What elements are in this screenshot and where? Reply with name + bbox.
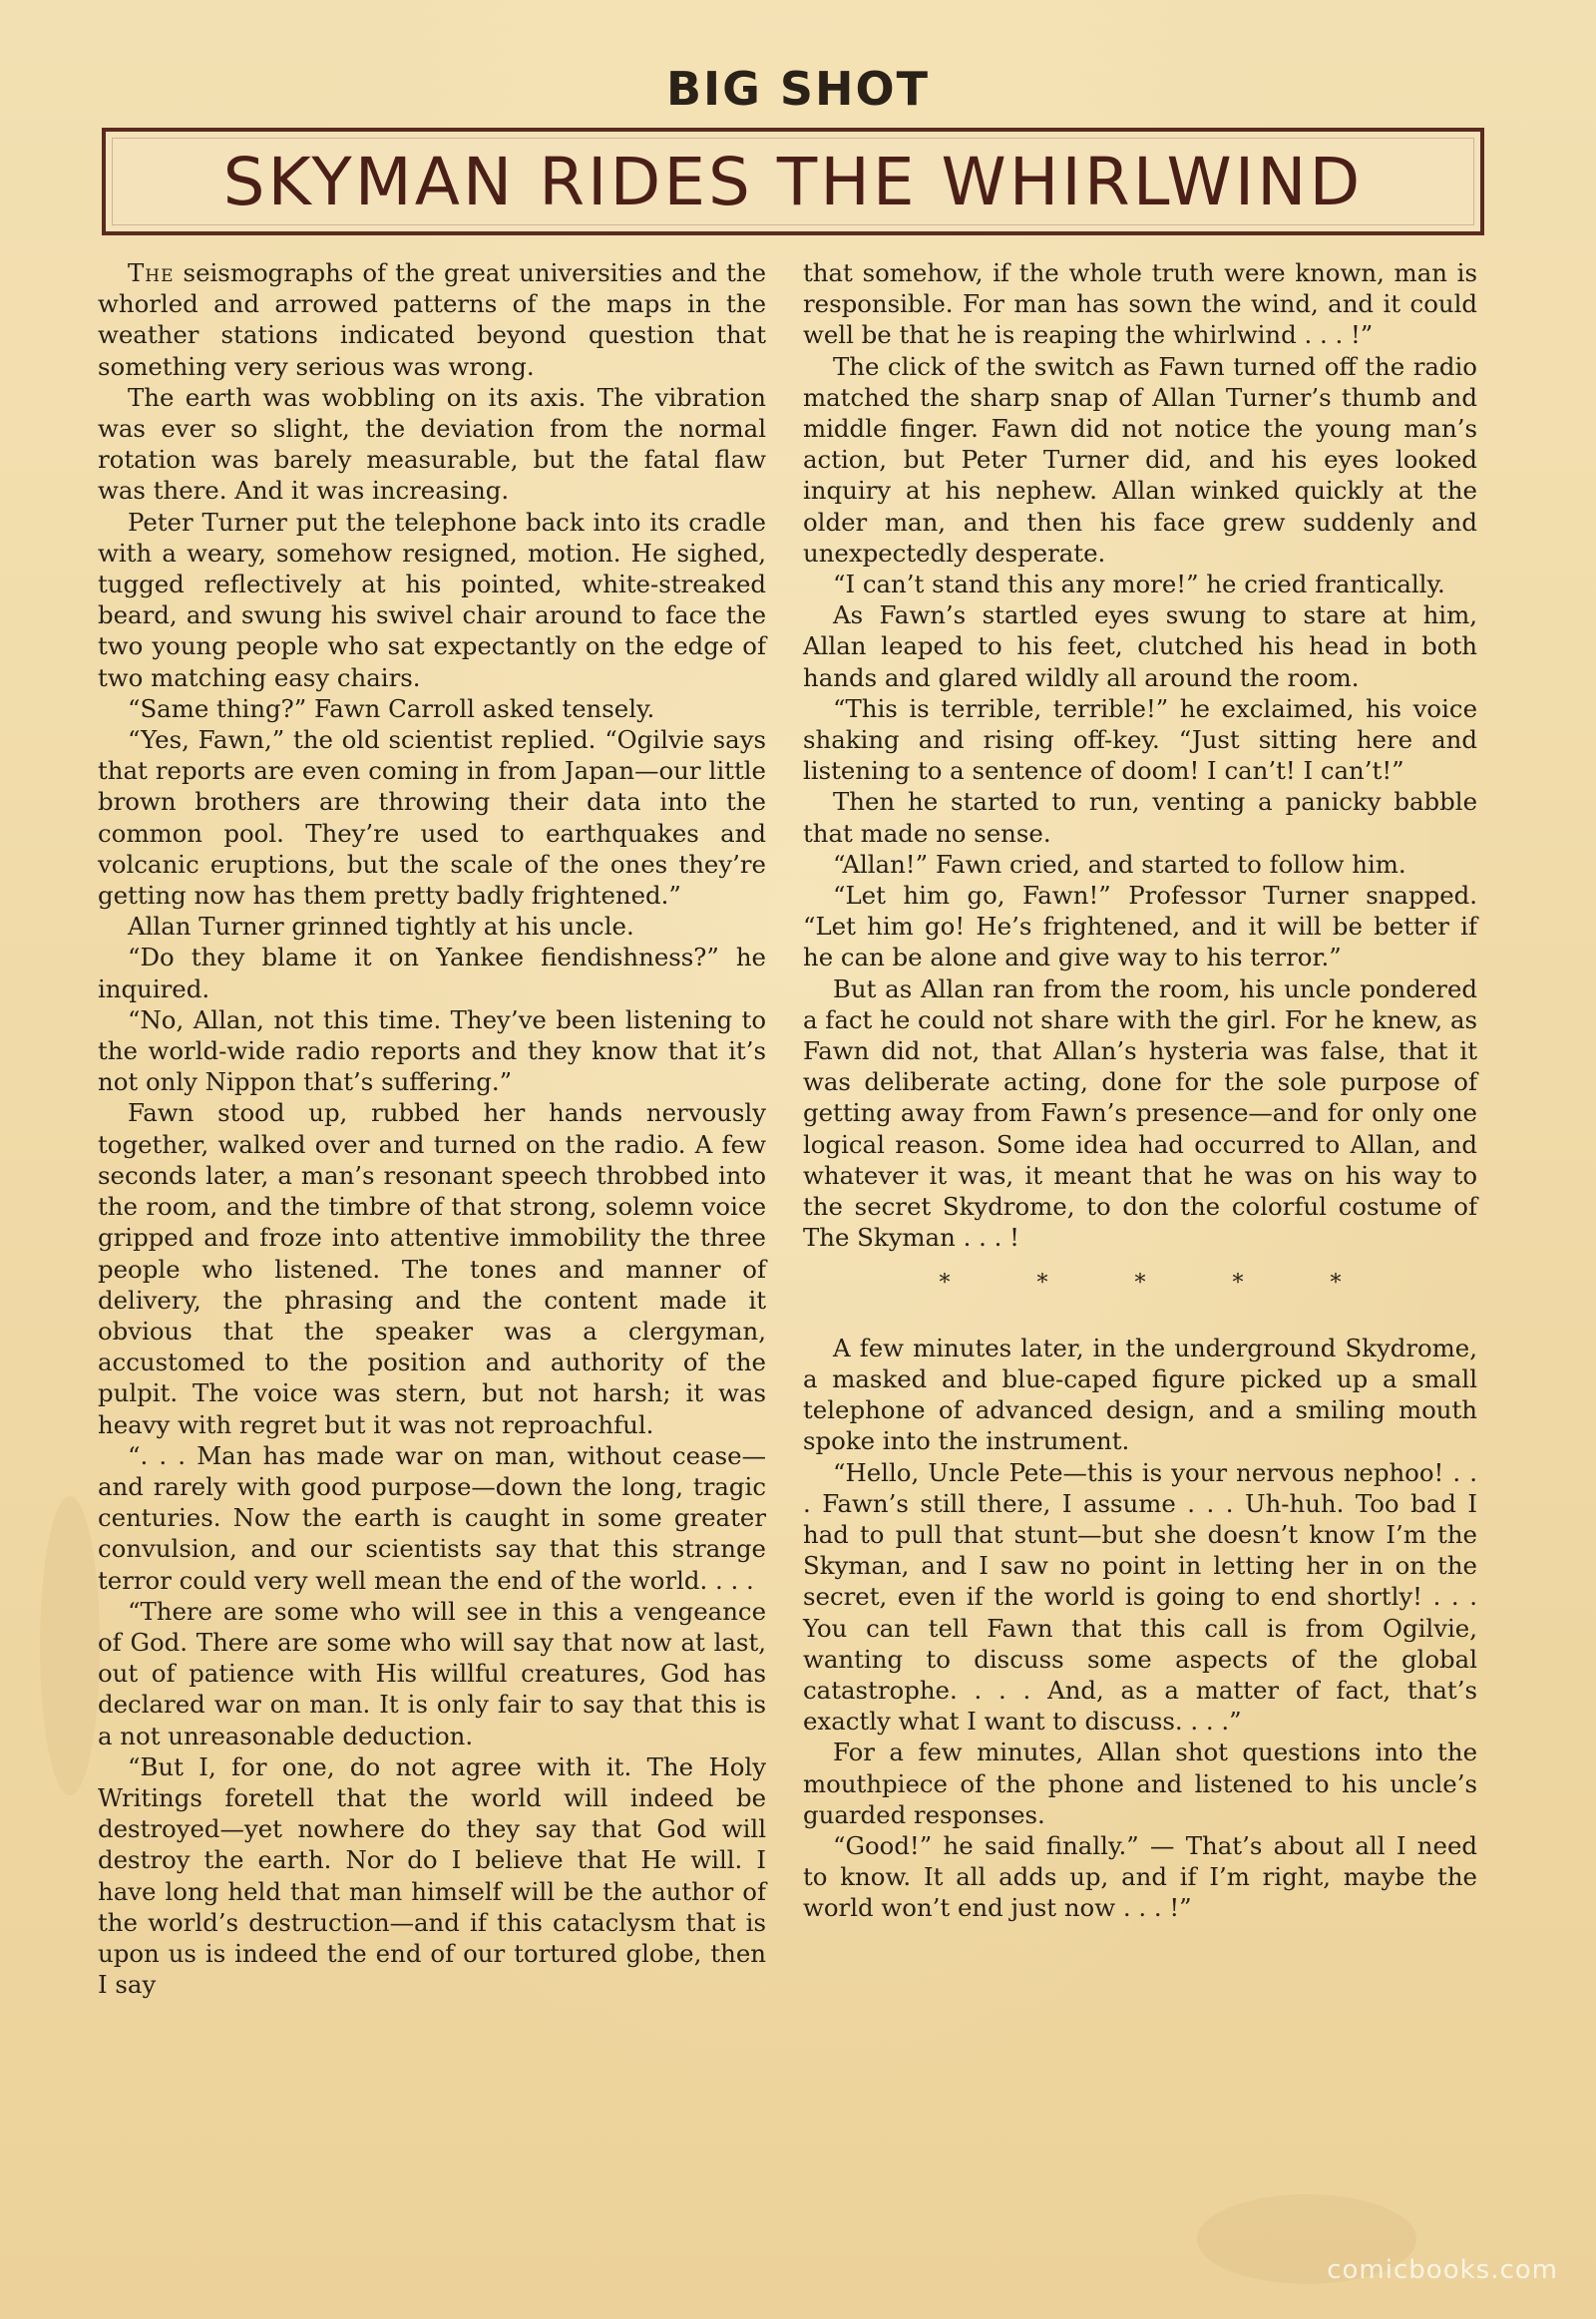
story-title: SKYMAN RIDES THE WHIRLWIND [222,143,1364,220]
watermark: comicbooks.com [1327,2255,1558,2285]
paragraph-text: “Yes, Fawn,” the old scientist replied. “Ogilvie says that reports are even coming in from Japan—our little brown brothers are throwing their data into the common pool. They’re used to earthquakes and volcanic eruptions, but the scale of the ones they’re getting now has them pretty badly frightened.” [98,725,766,911]
paragraph [98,1097,766,1439]
paragraph-text: “I can’t stand this any more!” he cried frantically. [833,570,1445,599]
paragraph-text: But as Allan ran from the room, his uncle pondered a fact he could not share with the girl. For he knew, as Fawn did not, that Allan’s hysteria was false, that it was deliberate acting, done for the sole purpose of getting away from Fawn’s presence—and for only one logical reason. Some idea had occurred to Allan, and whatever it was, it meant that he was on his way to the secret Skydrome, to don the colorful costume of The Skyman . . . ! [803,973,1477,1253]
right-column-part-two [803,1333,1477,1924]
paragraph [803,1333,1477,1457]
paragraph-text: “Let him go, Fawn!” Professor Turner snapped. “Let him go! He’s frightened, and it will be better if he can be alone and give way to his terror.” [803,881,1477,972]
paragraph-text: seismographs of the great universities and the whorled and arrowed patterns of the maps in the weather stations indicated beyond question that something very serious was wrong. [98,258,766,381]
paragraph [98,1751,766,2001]
paragraph [98,1440,766,1596]
paragraph-text: As Fawn’s startled eyes swung to stare at him, Allan leaped to his feet, clutched his head in both hands and glared wildly all around the room. [803,600,1477,692]
paragraph-text: “There are some who will see in this a vengeance of God. There are some who will say that now at last, out of patience with His willful creatures, God has declared war on man. It is only fair to say that this is a not unreasonable deduction. [98,1596,766,1750]
paragraph [98,1004,766,1098]
paragraph-text: “. . . Man has made war on man, without cease—and rarely with good purpose—down the long, tragic centuries. Now the earth is caught in some greater convulsion, and our scientists say that this strange terror could very well mean the end of the world. . . . [98,1440,766,1595]
paragraph-text: “No, Allan, not this time. They’ve been listening to the world-wide radio reports and they know that it’s not only Nippon that’s suffering.” [98,1004,766,1097]
paragraph [803,693,1477,787]
paragraph [98,257,766,382]
paragraph-text: that somehow, if the whole truth were known, man is responsible. For man has sown the wind, and it could well be that he is reaping the whirlwind . . . !” [803,258,1477,350]
paragraph-text: “But I, for one, do not agree with it. The Holy Writings foretell that the world will indeed be destroyed—yet nowhere do they say that God will destroy the earth. Nor do I believe that He will. I have long held that man himself will be the author of the world’s destruction—and if this cataclysm that is upon us is indeed the end of our tortured globe, then I say [98,1751,766,2000]
paragraph [98,911,766,942]
paragraph [803,351,1477,569]
paragraph-text: Peter Turner put the telephone back into its cradle with a weary, somehow resigned, motion. He sighed, tugged reflectively at his pointed, white-streaked beard, and swung his swivel chair around to face the two young people who sat expectantly on the edge of two matching easy chairs. [98,507,766,692]
paper-stain [40,1496,100,1795]
paragraph-text: For a few minutes, Allan shot questions into the mouthpiece of the phone and listened to his uncle’s guarded responses. [803,1738,1477,1829]
paragraph-text: “Do they blame it on Yankee fiendishness?” he inquired. [98,943,766,1003]
paragraph-text: “Allan!” Fawn cried, and started to follow him. [833,849,1406,879]
paragraph [98,724,766,911]
paragraph-text: Then he started to run, venting a panicky babble that made no sense. [803,787,1477,848]
paragraph-text: “Good!” he said finally.” — That’s about all I need to know. It all adds up, and if I’m right, maybe the world won’t end just now . . . !” [803,1830,1477,1923]
masthead: BIG SHOT [665,62,931,116]
paragraph-text: Fawn stood up, rubbed her hands nervously together, walked over and turned on the radio. A few seconds later, a man’s resonant speech throbbed into the room, and the timbre of that strong, solemn voice gripped and froze into attentive immobility the three people who listened. The tones and manner of delivery, the phrasing and the content made it obvious that the speaker was a clergyman, accustomed to the position and authority of the pulpit. The voice was stern, but not harsh; it was heavy with regret but it was not reproachful. [98,1098,766,1439]
lead-word: The [128,258,175,287]
right-column-part-one [803,257,1477,1254]
paragraph [803,849,1477,880]
paragraph [803,1737,1477,1830]
paragraph [98,382,766,507]
paragraph [803,880,1477,973]
paragraph-text: The earth was wobbling on its axis. The vibration was ever so slight, the deviation from the normal rotation was barely measurable, but the fatal flaw was there. And it was increasing. [98,382,766,506]
paragraph [803,973,1477,1254]
paragraph-text: The click of the switch as Fawn turned off the radio matched the sharp snap of Allan Turner’s thumb and middle finger. Fawn did not notice the young man’s action, but Peter Turner did, and his eyes looked inquiry at his nephew. Allan winked quickly at the older man, and then his face grew suddenly and unexpectedly desperate. [803,351,1477,568]
paragraph [803,786,1477,848]
paragraph-text: “Hello, Uncle Pete—this is your nervous nephoo! . . . Fawn’s still there, I assume . . . Uh-huh. Too bad I had to pull that stunt—but she doesn’t know I’m the Skyman, and I saw no point in letting her in on the secret, even if the world is going to end shortly! . . . You can tell Fawn that this call is from Ogilvie, wanting to discuss some aspects of the global catastrophe. . . . And, as a matter of fact, that’s exactly what I want to discuss. . . .” [803,1457,1477,1737]
paragraph-text: Allan Turner grinned tightly at his uncle. [128,912,634,942]
paragraph-text: “Same thing?” Fawn Carroll asked tensely. [128,693,655,723]
paragraph [98,942,766,1003]
paragraph [803,599,1477,693]
paragraph [98,1596,766,1751]
right-text-column [803,257,1477,1924]
paragraph [98,693,766,724]
title-banner [102,128,1484,235]
left-text-column [98,257,766,2000]
paragraph [98,507,766,693]
paragraph [803,257,1477,351]
paragraph [803,1830,1477,1924]
paragraph [803,569,1477,599]
paragraph-text: “This is terrible, terrible!” he exclaimed, his voice shaking and rising off-key. “Just sitting here and listening to a sentence of doom! I can’t! I can’t!” [803,693,1477,786]
paragraph-text: A few minutes later, in the underground Skydrome, a masked and blue-caped figure picked up a small telephone of advanced design, and a smiling mouth spoke into the instrument. [803,1333,1477,1456]
section-divider: * * * * * [939,1270,1382,1296]
paragraph [803,1457,1477,1738]
